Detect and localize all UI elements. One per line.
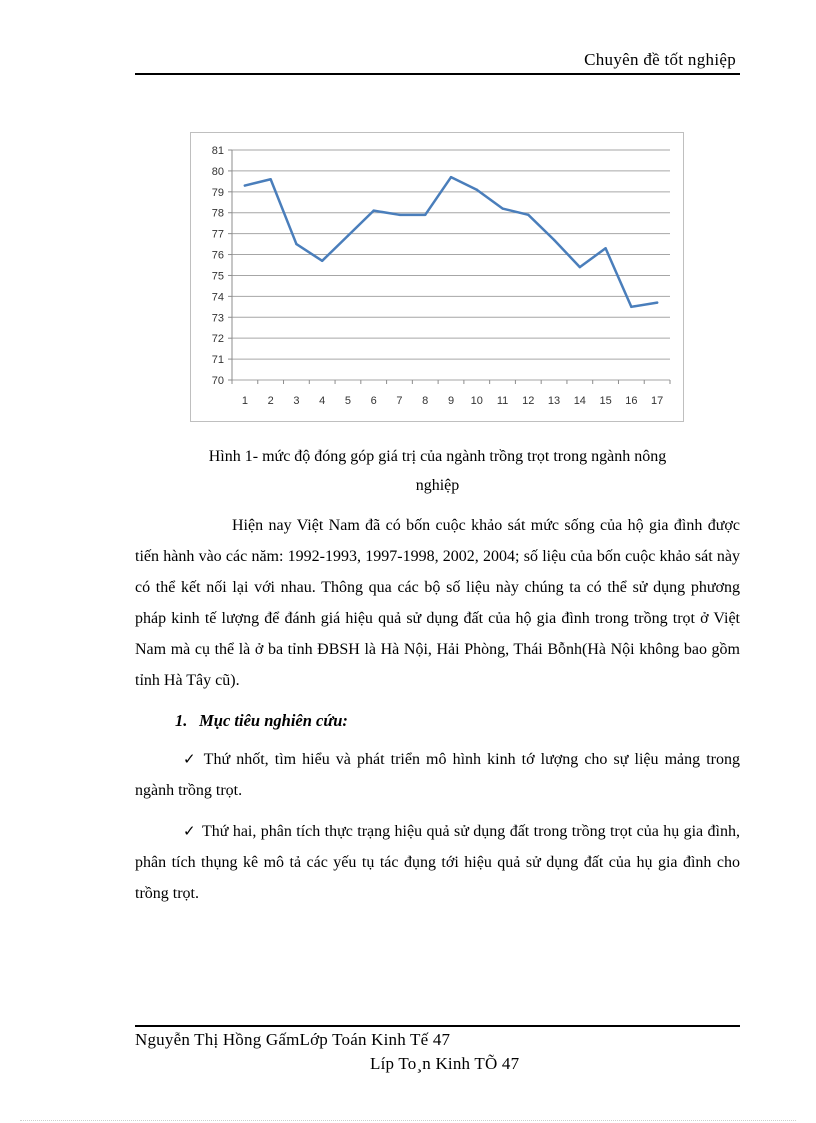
data-point bbox=[424, 214, 426, 216]
x-tick-label: 5 bbox=[344, 395, 352, 407]
data-point bbox=[630, 306, 632, 308]
x-tick-label: 2 bbox=[267, 395, 274, 407]
data-point bbox=[604, 247, 606, 249]
figure-caption bbox=[135, 442, 740, 500]
x-tick-label: 1 bbox=[241, 395, 248, 407]
data-point bbox=[398, 214, 400, 216]
header-divider bbox=[135, 73, 740, 75]
x-tick-label: 10 bbox=[470, 395, 483, 407]
body-content bbox=[135, 510, 740, 919]
y-tick-label: 71 bbox=[211, 354, 224, 367]
y-tick-label: 74 bbox=[211, 291, 224, 304]
x-tick-label: 7 bbox=[396, 395, 403, 407]
data-point bbox=[269, 178, 271, 180]
footer-author-class: Nguyễn Thị Hồng GấmLớp Toán Kinh Tế 47 bbox=[135, 1030, 451, 1049]
bullet-item-1 bbox=[135, 744, 740, 806]
section-heading bbox=[135, 707, 740, 735]
y-tick-label: 76 bbox=[211, 249, 224, 262]
data-point bbox=[450, 176, 452, 178]
x-tick-label: 16 bbox=[625, 395, 638, 407]
x-tick-label: 4 bbox=[319, 395, 326, 407]
data-point bbox=[553, 239, 555, 241]
y-tick-label: 79 bbox=[211, 186, 224, 199]
data-point bbox=[579, 266, 581, 268]
footer-class-garbled: Líp To¸n Kinh TÕ 47 bbox=[370, 1054, 520, 1073]
x-tick-label: 12 bbox=[522, 395, 535, 407]
series-line bbox=[245, 177, 657, 307]
y-tick-label: 77 bbox=[211, 228, 224, 241]
y-tick-label: 81 bbox=[211, 145, 224, 157]
data-point bbox=[476, 189, 478, 191]
page-header-title: Chuyên đề tốt nghiệp bbox=[584, 50, 736, 69]
x-tick-label: 13 bbox=[547, 395, 561, 407]
x-tick-label: 14 bbox=[573, 395, 586, 407]
data-point bbox=[527, 214, 529, 216]
data-point bbox=[347, 235, 349, 237]
y-tick-label: 75 bbox=[211, 270, 224, 283]
footer-divider bbox=[135, 1025, 740, 1027]
x-tick-label: 15 bbox=[599, 395, 612, 407]
data-point bbox=[501, 207, 503, 209]
y-tick-label: 70 bbox=[211, 375, 224, 387]
data-point bbox=[321, 260, 323, 262]
y-tick-label: 78 bbox=[211, 207, 224, 220]
bullet-item-1-text: Thứ nhốt, tìm hiểu và phát triển mô hình kinh tớ lượng cho sự liệu mảng trong ngành trồng trọt. bbox=[135, 751, 741, 799]
x-tick-label: 8 bbox=[422, 395, 429, 407]
checkmark-icon: ✓ bbox=[183, 750, 198, 768]
caption-line-2: nghiệp bbox=[415, 477, 460, 494]
intro-paragraph: Hiện nay Việt Nam đã có bốn cuộc khảo sát mức sống của hộ gia đình được tiến hành vào các năm: 1992-1993, 1997-1998, 2002, 2004; số liệu của bốn cuộc khảo sát này có thể kết nối lại với nhau. Thông qua các bộ số liệu này chúng ta có thể sử dụng phương pháp kinh tế lượng để đánh giá hiệu quả sử dụng đất của hộ gia đình trong trồng trọt ở Việt Nam mà cụ thể là ở ba tỉnh ĐBSH là Hà Nội, Hải Phòng, Thái Bỗnh(Hà Nội không bao gồm tỉnh Hà Tây cũ). bbox=[135, 517, 740, 689]
section-number: 1. bbox=[175, 711, 188, 730]
y-tick-label: 73 bbox=[211, 312, 224, 325]
y-tick-label: 72 bbox=[211, 333, 224, 346]
x-tick-label: 17 bbox=[650, 395, 664, 407]
page-edge bbox=[20, 1120, 796, 1121]
section-title: Mục tiêu nghiên cứu: bbox=[199, 711, 348, 730]
y-tick-label: 80 bbox=[211, 165, 224, 178]
chart-canvas bbox=[191, 133, 685, 423]
data-point bbox=[295, 243, 297, 245]
x-tick-label: 11 bbox=[496, 395, 509, 407]
checkmark-icon: ✓ bbox=[183, 822, 196, 840]
x-tick-label: 9 bbox=[447, 395, 455, 407]
bullet-item-2 bbox=[135, 816, 740, 909]
x-tick-label: 6 bbox=[370, 395, 377, 407]
data-point bbox=[244, 184, 246, 186]
x-tick-label: 3 bbox=[293, 395, 300, 407]
caption-line-1: Hình 1- mức độ đóng góp giá trị của ngành trồng trọt trong ngành nông bbox=[208, 448, 667, 465]
bullet-item-2-text: Thứ hai, phân tích thực trạng hiệu quả sử dụng đất trong trồng trọt của hụ gia đình, phân tích thụng kê mô tả các yếu tụ tác đụng tới hiệu quả sử dụng đất của hụ gia đình cho trồng trọt. bbox=[135, 823, 740, 902]
data-point bbox=[373, 209, 375, 211]
data-point bbox=[656, 301, 658, 303]
line-chart bbox=[190, 132, 684, 422]
